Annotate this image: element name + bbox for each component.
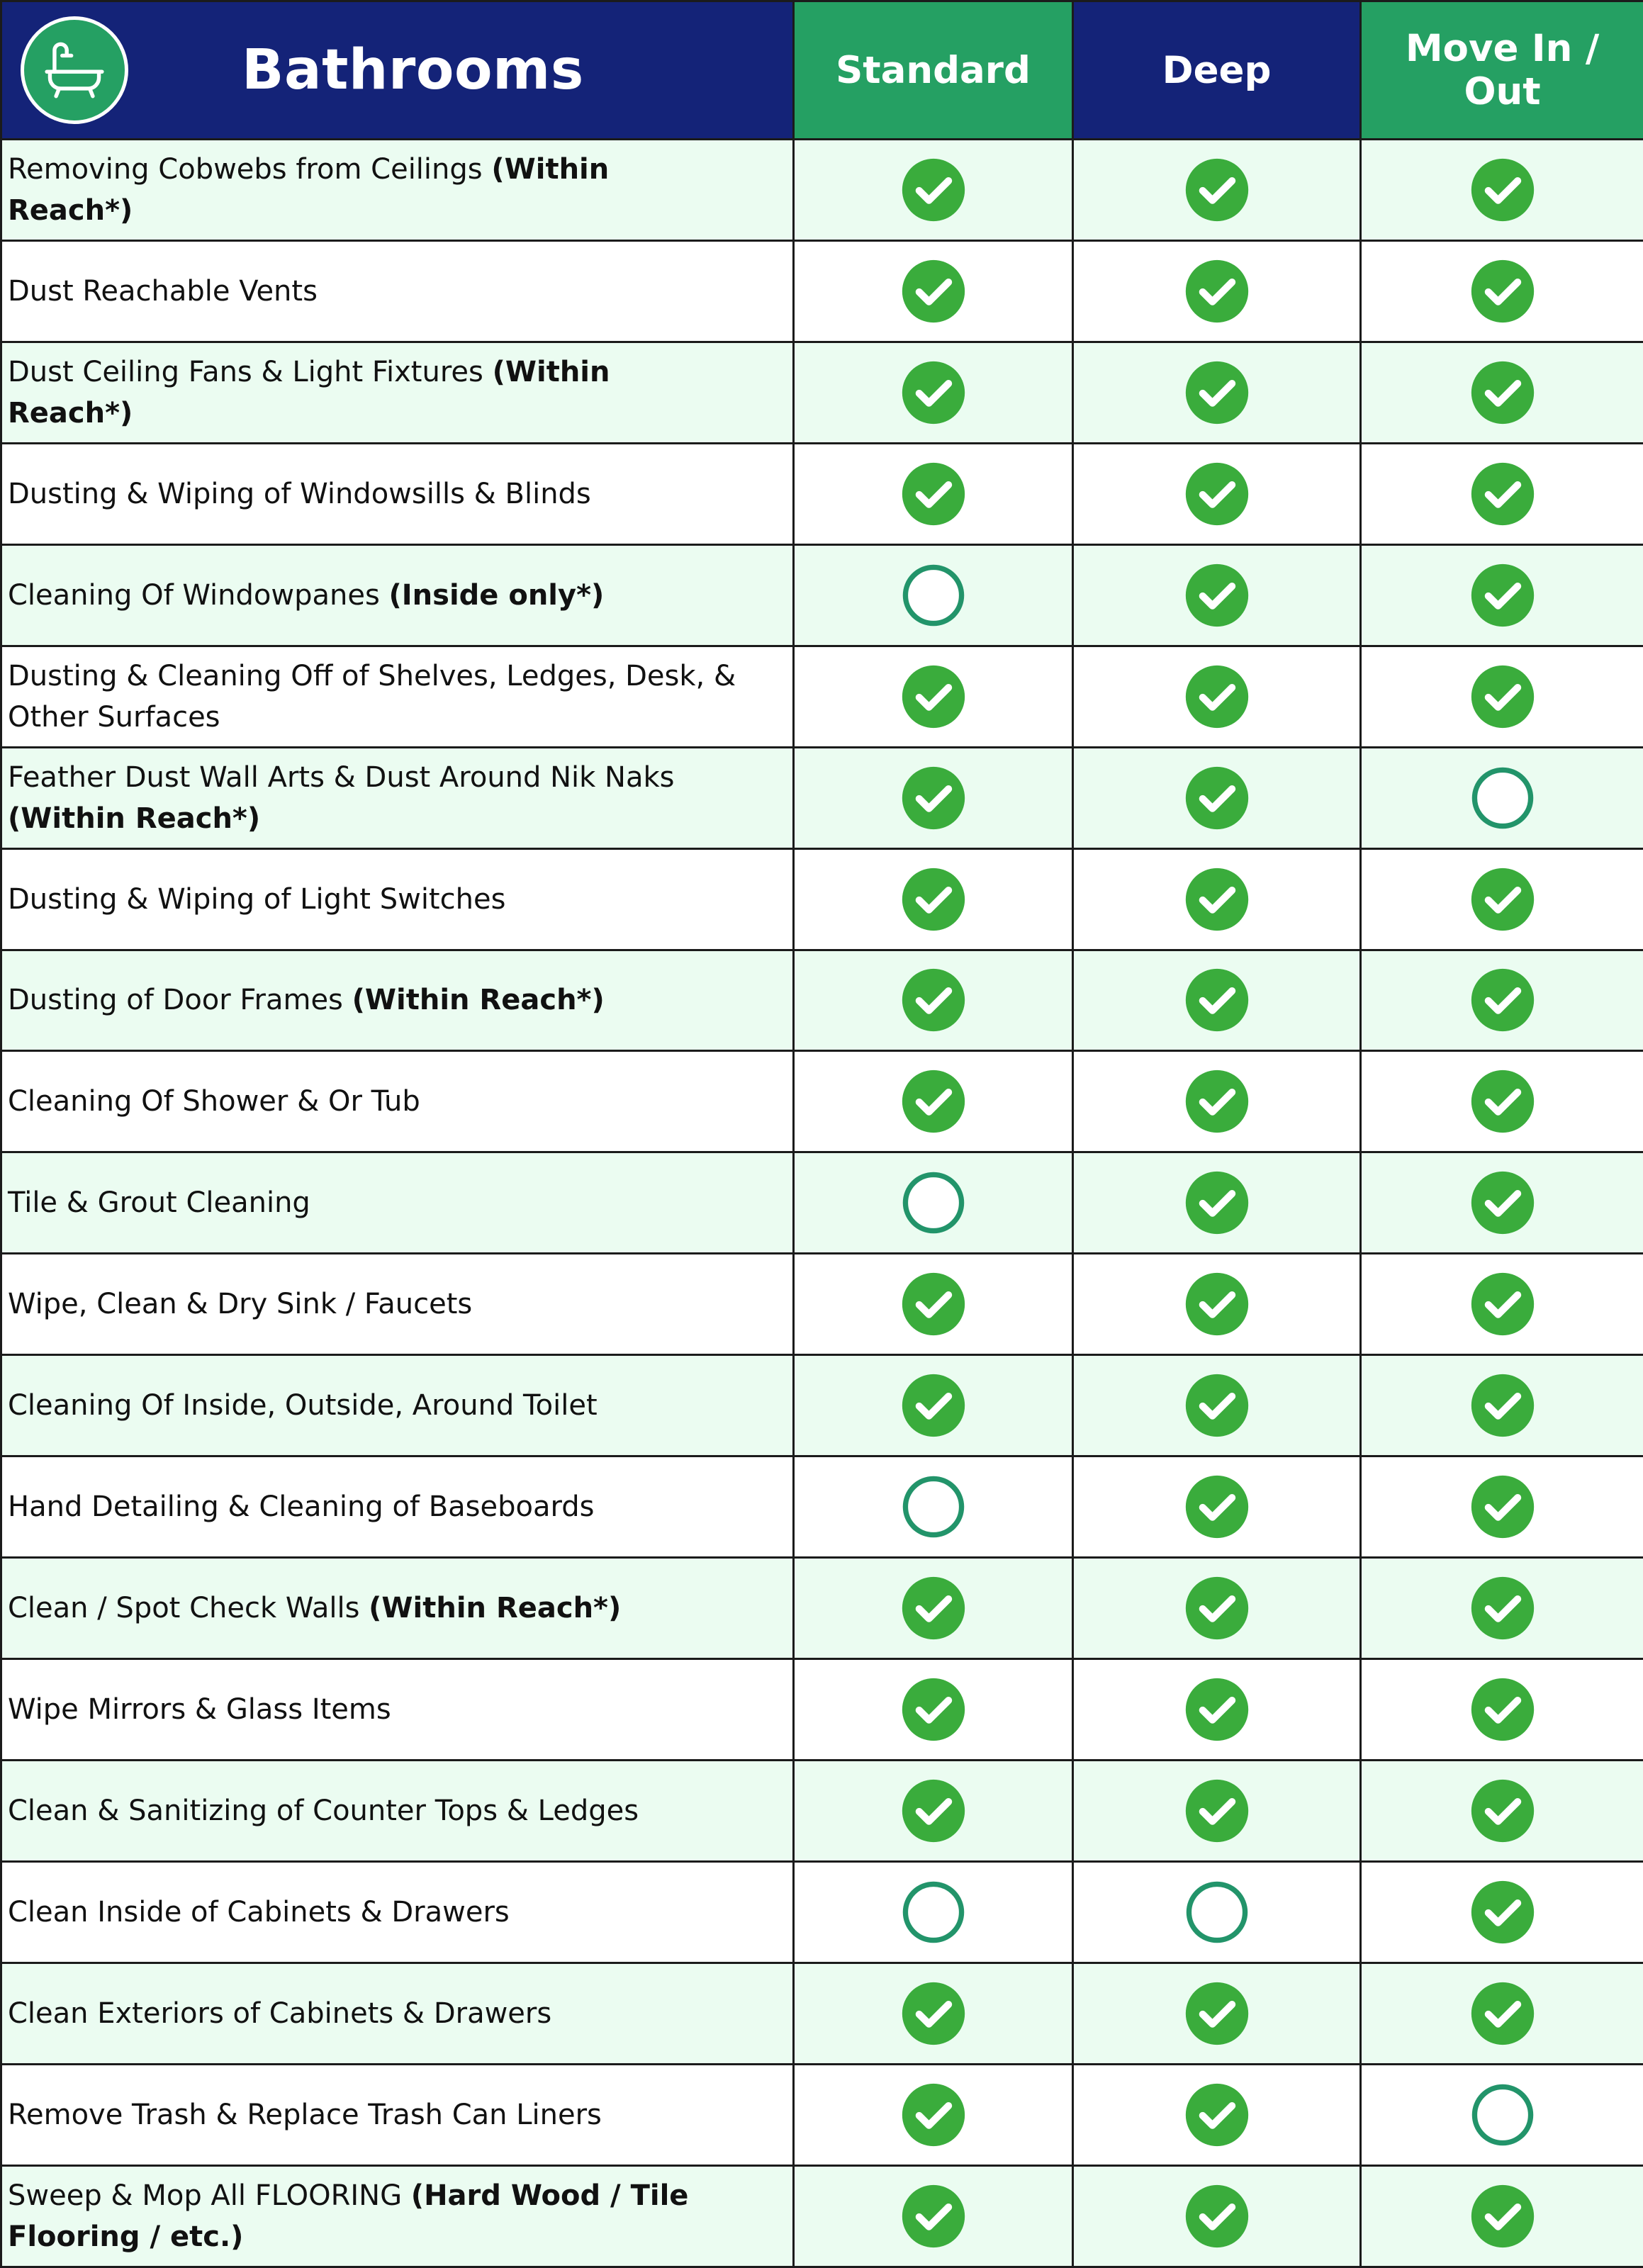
task-cell [1,140,794,241]
check-circle-icon [901,259,966,324]
task-cell [1,443,794,544]
table-row [1,140,1643,241]
table-row [1,1861,1643,1963]
check-circle-icon [1470,1474,1535,1539]
check-circle-icon [901,2184,966,2249]
check-circle-icon [1184,1576,1250,1641]
check-circle-icon [901,664,966,729]
mark-cell-move-in-out [1361,1152,1643,1254]
empty-circle-icon [901,563,966,628]
check-circle-icon [1184,664,1250,729]
task-label: Dust Reachable Vents [8,274,318,308]
table-row [1,848,1643,950]
mark-cell-move-in-out [1361,1963,1643,2064]
check-circle-icon [901,1778,966,1843]
mark-cell-deep [1073,342,1361,443]
task-cell [1,2064,794,2165]
task-label: Wipe Mirrors & Glass Items [8,1693,391,1727]
task-cell [1,544,794,646]
mark-cell-standard [794,342,1073,443]
mark-cell-standard [794,646,1073,747]
check-circle-icon [901,1373,966,1438]
mark-cell-deep [1073,1558,1361,1659]
check-circle-icon [1184,1677,1250,1742]
empty-circle-icon [901,1474,966,1539]
table-row [1,2165,1643,2267]
mark-cell-standard [794,2165,1073,2267]
task-label: Clean Exteriors of Cabinets & Drawers [8,1997,552,2030]
table-row [1,646,1643,747]
mark-cell-deep [1073,848,1361,950]
check-circle-icon [1470,967,1535,1033]
task-cell [1,1761,794,1862]
page-title: Bathrooms [242,38,584,102]
check-circle-icon [1184,2082,1250,2148]
empty-circle-icon [901,1170,966,1235]
check-circle-icon [1470,461,1535,527]
task-label: Removing Cobwebs from Ceilings [8,152,492,186]
task-cell [1,1152,794,1254]
mark-cell-standard [794,2064,1073,2165]
task-label: Clean & Sanitizing of Counter Tops & Ledges [8,1794,639,1827]
check-circle-icon [1470,1271,1535,1337]
mark-cell-standard [794,1051,1073,1152]
mark-cell-move-in-out [1361,1659,1643,1761]
check-circle-icon [901,1981,966,2046]
task-cell [1,1861,794,1963]
check-circle-icon [1470,1373,1535,1438]
check-circle-icon [1470,2184,1535,2249]
check-circle-icon [901,765,966,831]
check-circle-icon [1470,360,1535,425]
mark-cell-deep [1073,140,1361,241]
column-header-standard: Standard [794,1,1073,140]
table-row [1,1558,1643,1659]
mark-cell-standard [794,443,1073,544]
check-circle-icon [1470,157,1535,223]
check-circle-icon [1184,1170,1250,1235]
mark-cell-standard [794,1456,1073,1558]
check-circle-icon [901,1271,966,1337]
mark-cell-deep [1073,1456,1361,1558]
task-label: Remove Trash & Replace Trash Can Liners [8,2098,602,2131]
mark-cell-standard [794,1355,1073,1456]
mark-cell-deep [1073,240,1361,342]
mark-cell-move-in-out [1361,747,1643,848]
mark-cell-move-in-out [1361,544,1643,646]
task-note: (Within Reach*) [8,802,261,835]
bathtub-icon [21,16,128,124]
task-note: (Within Reach*) [8,355,610,430]
mark-cell-standard [794,1152,1073,1254]
check-circle-icon [1470,867,1535,932]
table-row [1,1659,1643,1761]
mark-cell-move-in-out [1361,443,1643,544]
table-row [1,1456,1643,1558]
mark-cell-deep [1073,1761,1361,1862]
task-label: Tile & Grout Cleaning [8,1186,310,1220]
mark-cell-deep [1073,950,1361,1051]
mark-cell-deep [1073,2165,1361,2267]
check-circle-icon [1470,664,1535,729]
check-circle-icon [901,1069,966,1134]
check-circle-icon [901,967,966,1033]
task-note: (Within Reach*) [8,152,610,227]
check-circle-icon [901,360,966,425]
mark-cell-deep [1073,1963,1361,2064]
check-circle-icon [1184,1271,1250,1337]
mark-cell-move-in-out [1361,2165,1643,2267]
mark-cell-deep [1073,1355,1361,1456]
mark-cell-move-in-out [1361,342,1643,443]
task-label: Clean / Spot Check Walls [8,1592,369,1625]
check-circle-icon [1470,1981,1535,2046]
check-circle-icon [1184,563,1250,628]
mark-cell-deep [1073,1659,1361,1761]
mark-cell-deep [1073,646,1361,747]
check-circle-icon [1470,259,1535,324]
task-note: (Inside only*) [388,578,605,612]
mark-cell-deep [1073,1152,1361,1254]
task-label: Dusting & Wiping of Light Switches [8,882,506,916]
column-header-move-in-out: Move In / Out [1361,1,1643,140]
mark-cell-deep [1073,747,1361,848]
table-row [1,342,1643,443]
table-row [1,1761,1643,1862]
task-cell [1,646,794,747]
check-circle-icon [1470,1069,1535,1134]
mark-cell-move-in-out [1361,848,1643,950]
task-label: Cleaning Of Inside, Outside, Around Toilet [8,1389,598,1422]
check-circle-icon [901,2082,966,2148]
mark-cell-deep [1073,544,1361,646]
check-circle-icon [1470,1778,1535,1843]
task-cell [1,1558,794,1659]
check-circle-icon [1184,1069,1250,1134]
mark-cell-standard [794,1861,1073,1963]
check-circle-icon [901,1576,966,1641]
title-cell [1,1,794,140]
mark-cell-move-in-out [1361,1456,1643,1558]
task-cell [1,2165,794,2267]
check-circle-icon [1184,867,1250,932]
mark-cell-move-in-out [1361,1254,1643,1355]
mark-cell-move-in-out [1361,140,1643,241]
task-cell [1,240,794,342]
task-note: (Within Reach*) [369,1592,622,1625]
table-row [1,544,1643,646]
mark-cell-standard [794,544,1073,646]
mark-cell-deep [1073,443,1361,544]
empty-circle-icon [901,1880,966,1945]
task-cell [1,950,794,1051]
mark-cell-standard [794,848,1073,950]
check-circle-icon [1184,967,1250,1033]
check-circle-icon [1184,765,1250,831]
check-circle-icon [1184,1981,1250,2046]
mark-cell-standard [794,140,1073,241]
table-row [1,240,1643,342]
mark-cell-move-in-out [1361,2064,1643,2165]
mark-cell-standard [794,240,1073,342]
task-label: Sweep & Mop All FLOORING [8,2179,411,2212]
mark-cell-move-in-out [1361,1051,1643,1152]
mark-cell-standard [794,1558,1073,1659]
mark-cell-deep [1073,1051,1361,1152]
check-circle-icon [1184,461,1250,527]
task-cell [1,848,794,950]
column-header-deep: Deep [1073,1,1361,140]
check-circle-icon [1470,563,1535,628]
check-circle-icon [1470,1576,1535,1641]
header-row [1,1,1643,140]
check-circle-icon [1470,1880,1535,1945]
mark-cell-deep [1073,1254,1361,1355]
table-row [1,1355,1643,1456]
table-row [1,2064,1643,2165]
mark-cell-standard [794,950,1073,1051]
table-row [1,1051,1643,1152]
check-circle-icon [1470,1677,1535,1742]
mark-cell-standard [794,1254,1073,1355]
mark-cell-move-in-out [1361,950,1643,1051]
table-row [1,443,1643,544]
task-label: Cleaning Of Shower & Or Tub [8,1085,420,1118]
mark-cell-move-in-out [1361,646,1643,747]
task-note: (Within Reach*) [352,984,605,1017]
mark-cell-move-in-out [1361,1861,1643,1963]
mark-cell-move-in-out [1361,1558,1643,1659]
check-circle-icon [1184,157,1250,223]
mark-cell-move-in-out [1361,1355,1643,1456]
task-cell [1,1659,794,1761]
mark-cell-standard [794,1963,1073,2064]
mark-cell-standard [794,1761,1073,1862]
check-circle-icon [901,1677,966,1742]
check-circle-icon [1184,1474,1250,1539]
task-label: Dusting & Cleaning Off of Shelves, Ledges, Desk, & Other Surfaces [8,659,736,734]
mark-cell-move-in-out [1361,1761,1643,1862]
task-label: Dust Ceiling Fans & Light Fixtures [8,355,493,388]
mark-cell-standard [794,1659,1073,1761]
empty-circle-icon [1470,765,1535,831]
task-cell [1,1355,794,1456]
task-cell [1,1051,794,1152]
task-label: Dusting & Wiping of Windowsills & Blinds [8,477,591,510]
check-circle-icon [1470,1170,1535,1235]
table-row [1,1152,1643,1254]
check-circle-icon [1184,1373,1250,1438]
check-circle-icon [901,157,966,223]
task-label: Wipe, Clean & Dry Sink / Faucets [8,1288,473,1321]
check-circle-icon [1184,259,1250,324]
mark-cell-deep [1073,2064,1361,2165]
table-row [1,950,1643,1051]
check-circle-icon [1184,360,1250,425]
mark-cell-move-in-out [1361,240,1643,342]
mark-cell-standard [794,747,1073,848]
task-label: Feather Dust Wall Arts & Dust Around Nik Naks [8,760,675,794]
table-row [1,1963,1643,2064]
task-label: Dusting of Door Frames [8,984,352,1017]
task-cell [1,747,794,848]
table-row [1,747,1643,848]
task-label: Clean Inside of Cabinets & Drawers [8,1895,510,1929]
empty-circle-icon [1470,2082,1535,2148]
task-cell [1,1254,794,1355]
check-circle-icon [1184,2184,1250,2249]
check-circle-icon [1184,1778,1250,1843]
task-label: Hand Detailing & Cleaning of Baseboards [8,1491,595,1524]
table-row [1,1254,1643,1355]
task-cell [1,1456,794,1558]
task-cell [1,342,794,443]
task-note: (Hard Wood / Tile Flooring / etc.) [8,2179,689,2253]
check-circle-icon [901,461,966,527]
task-label: Cleaning Of Windowpanes [8,578,389,612]
task-cell [1,1963,794,2064]
empty-circle-icon [1184,1880,1250,1945]
mark-cell-deep [1073,1861,1361,1963]
check-circle-icon [901,867,966,932]
